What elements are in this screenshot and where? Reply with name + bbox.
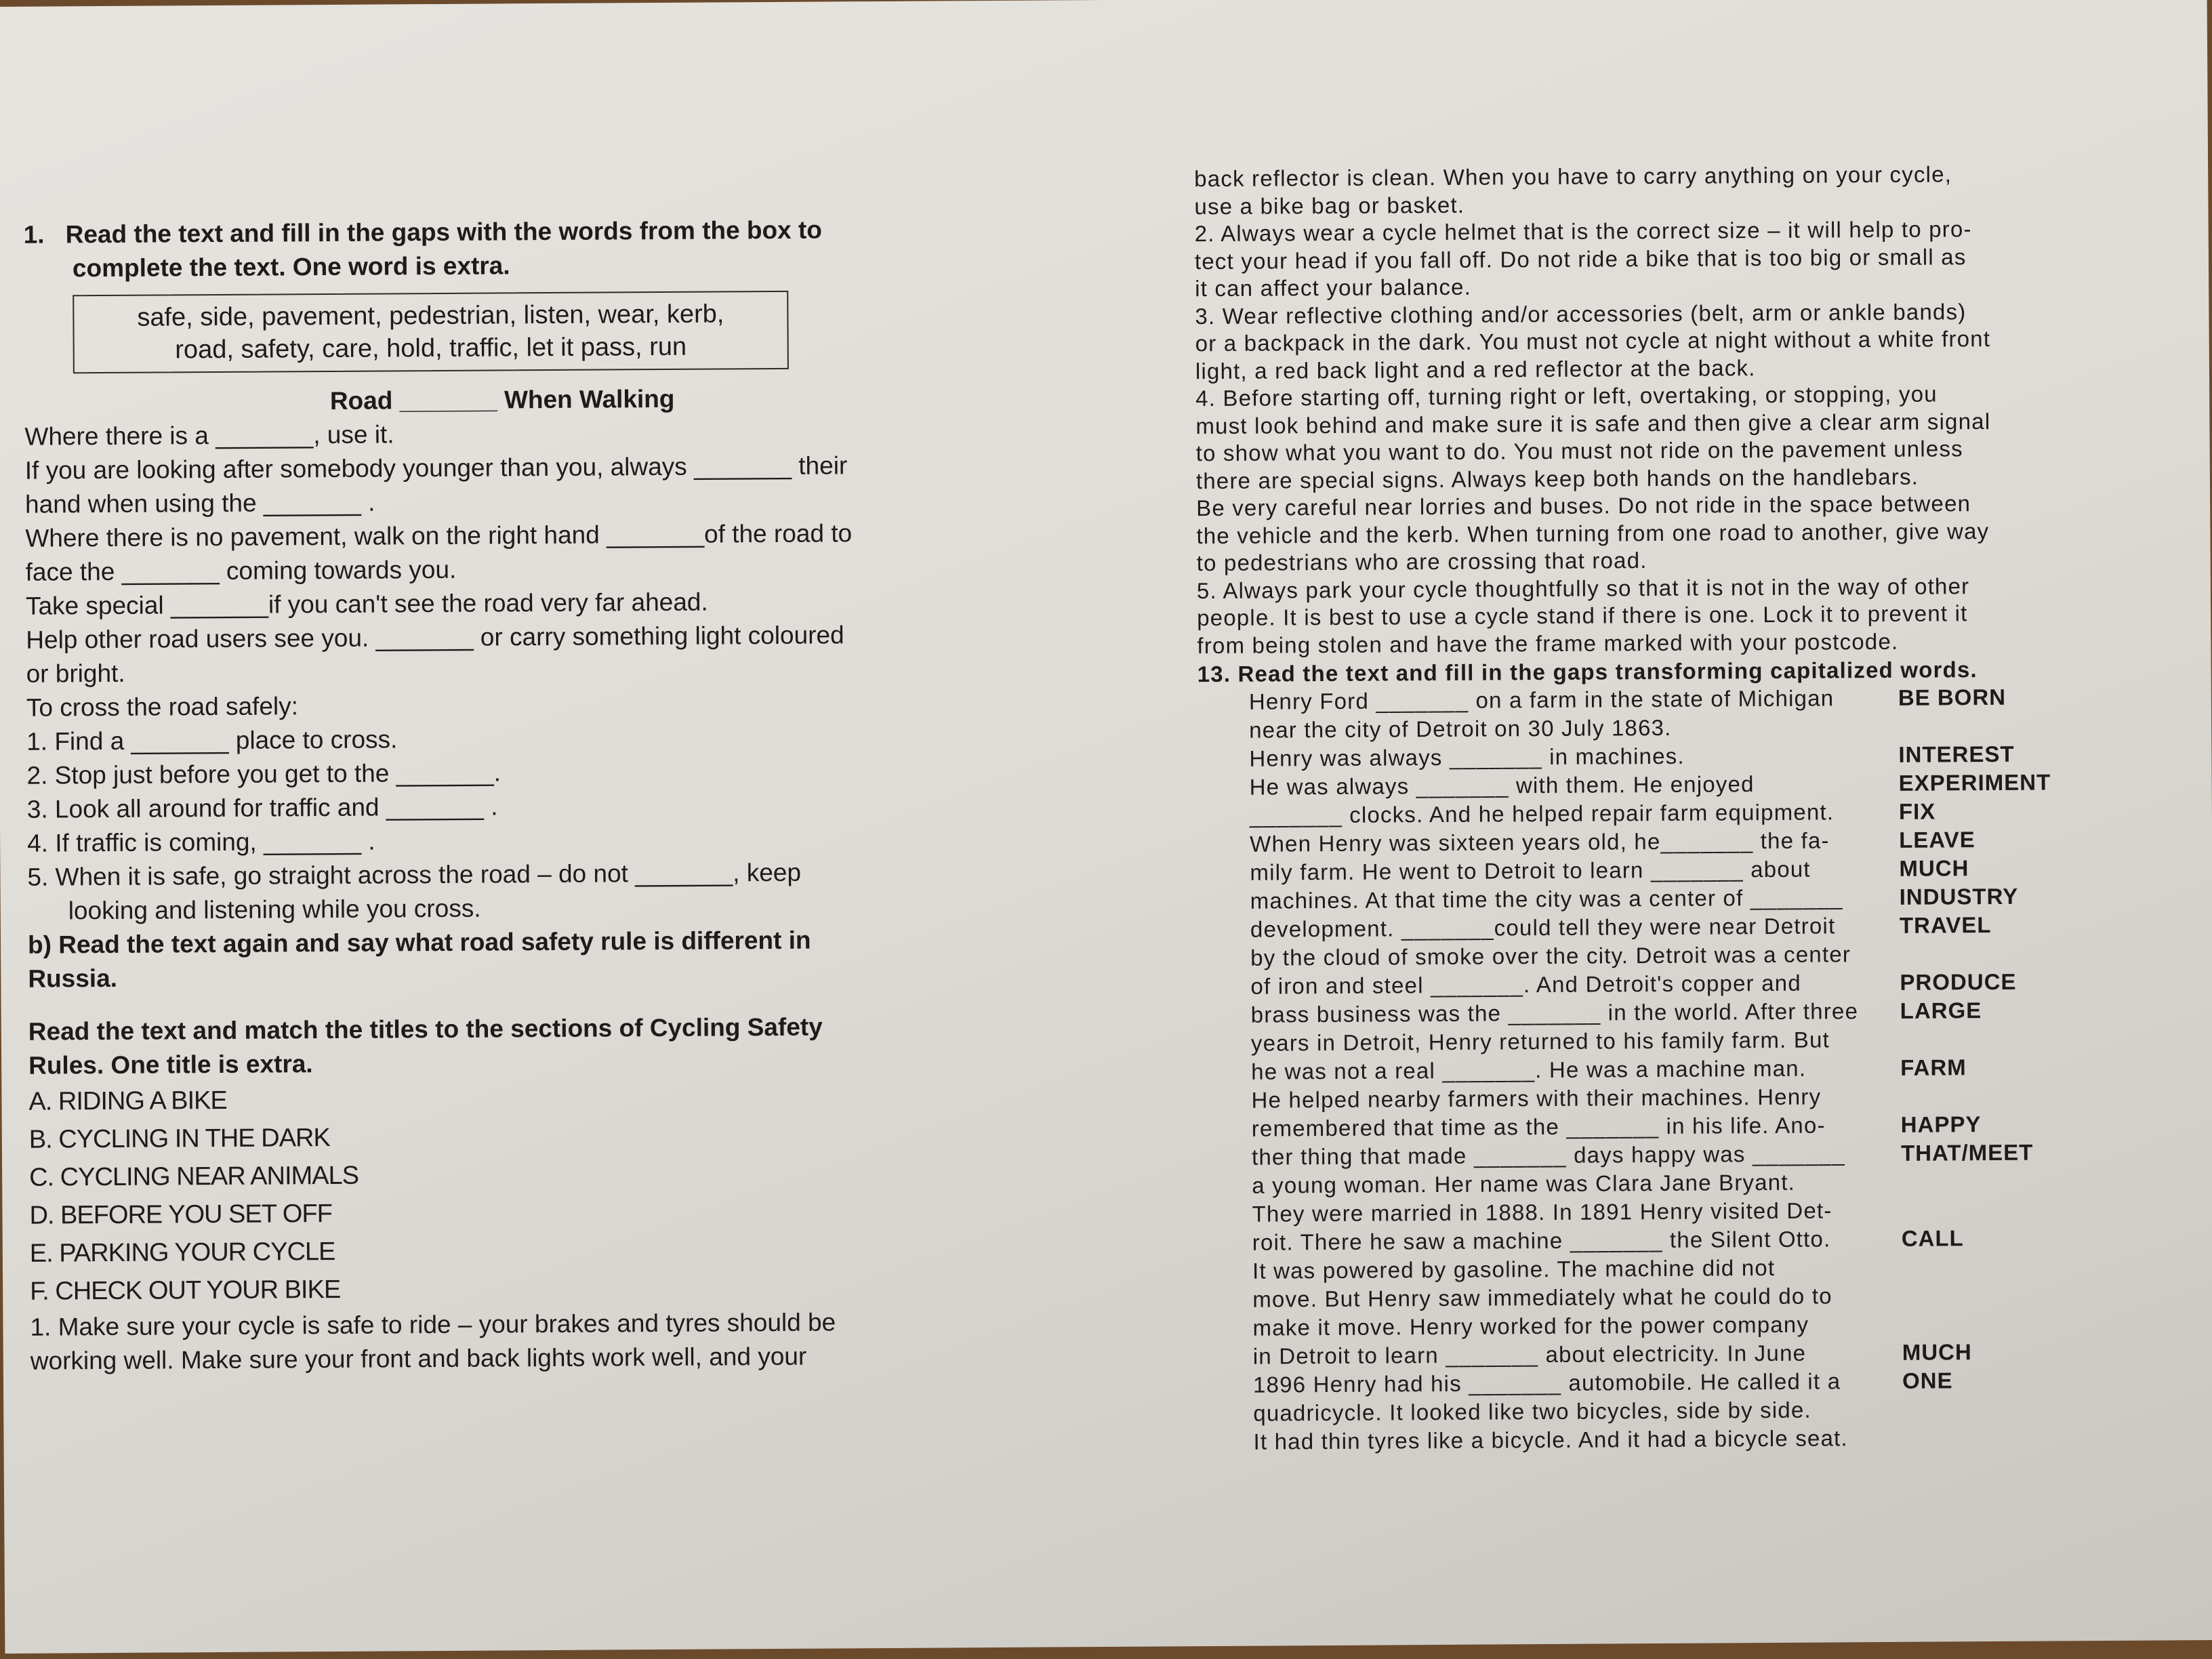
text-row: quadricycle. It looked like two bicycles, side by side. <box>1253 1397 1811 1426</box>
capitalized-word: MUCH <box>1899 855 1969 881</box>
text-row: When Henry was sixteen years old, he_______ the fa- LEAVE <box>1250 826 1975 857</box>
text-row: in Detroit to learn _______ about electricity. In June MUCH <box>1252 1338 1972 1369</box>
text-line: people. It is best to use a cycle stand if there is one. Lock it to prevent it <box>1197 600 1968 631</box>
text-row: make it move. Henry worked for the power company <box>1252 1311 1809 1340</box>
text-line: 4. Before starting off, turning right or left, overtaking, or stopping, you <box>1195 381 1938 411</box>
text-row: They were married in 1888. In 1891 Henry visited Det- <box>1252 1197 1832 1227</box>
capitalized-word: INDUSTRY <box>1899 883 2019 909</box>
titles-list <box>28 1077 965 1310</box>
capitalized-word: THAT/MEET <box>1900 1139 2034 1166</box>
text-row: It had thin tyres like a bicycle. And it had a bicycle seat. <box>1253 1425 1848 1454</box>
text-row: a young woman. Her name was Clara Jane Bryant. <box>1252 1169 1796 1198</box>
capitalized-word: FARM <box>1900 1054 1967 1080</box>
capitalized-word: HAPPY <box>1900 1111 1982 1137</box>
text-row: machines. At that time the city was a center of _______ INDUSTRY <box>1250 883 2019 914</box>
list-item: 5. When it is safe, go straight across the road – do not _______, keep <box>27 858 802 891</box>
task1-instruction: 1. Read the text and fill in the gaps with the words from the box to complete the text. One word is extra. <box>23 216 823 283</box>
list-item: 1. Find a _______ place to cross. <box>26 725 398 756</box>
capitalized-word: CALL <box>1901 1225 1964 1251</box>
capitalized-word: ONE <box>1902 1367 1953 1393</box>
capitalized-word: INTEREST <box>1898 741 2015 767</box>
title-option: C. CYCLING NEAR ANIMALS <box>29 1161 359 1192</box>
text-row: roit. There he saw a machine _______ the Silent Otto. CALL <box>1252 1225 1964 1255</box>
capitalized-word: TRAVEL <box>1899 912 1992 938</box>
text-row: brass business was the _______ in the world. After three LARGE <box>1250 997 1982 1027</box>
task13-instruction: 13. Read the text and fill in the gaps transforming capitalized words. <box>1197 657 1978 687</box>
walking-text <box>24 414 963 928</box>
text-line: use a bike bag or basket. <box>1194 192 1465 219</box>
text-row: by the cloud of smoke over the city. Detroit was a center <box>1250 941 1851 970</box>
text-line: light, a red back light and a red reflector at the back. <box>1195 354 1756 384</box>
text-row: near the city of Detroit on 30 July 1863. <box>1249 714 1672 743</box>
text-line: or a backpack in the dark. You must not cycle at night without a white front <box>1195 326 1991 356</box>
text-line: back reflector is clean. When you have to carry anything on your cycle, <box>1194 161 1952 192</box>
text-line: Take special _______if you can't see the road very far ahead. <box>25 588 708 620</box>
text-row: he was not a real _______. He was a machine man. FARM <box>1251 1054 1967 1084</box>
text-line: from being stolen and have the frame marked with your postcode. <box>1197 628 1899 658</box>
text-row: years in Detroit, Henry returned to his family farm. But <box>1250 1026 1830 1056</box>
cycling-rules-text <box>1194 160 2132 659</box>
task-b-instruction: b) Read the text again and say what road safety rule is different in Russia. <box>27 926 811 993</box>
text-line: it can affect your balance. <box>1195 274 1472 302</box>
text-line: Be very careful near lorries and buses. Do not ride in the space between <box>1196 491 1971 521</box>
text-line: the vehicle and the kerb. When turning from one road to another, give way <box>1196 518 1990 548</box>
capitalized-word: PRODUCE <box>1900 968 2017 995</box>
text-line: 5. Always park your cycle thoughtfully so that it is not in the way of other <box>1196 573 1970 603</box>
text-row: _______ clocks. And he helped repair farm equipment. FIX <box>1249 798 1936 828</box>
list-item: 3. Look all around for traffic and _______ . <box>26 792 498 823</box>
capitalized-word: LARGE <box>1900 997 1982 1023</box>
text-line: or bright. <box>26 659 125 688</box>
title-option: F. CHECK OUT YOUR BIKE <box>30 1275 341 1306</box>
text-line: Where there is no pavement, walk on the right hand _______of the road to <box>25 519 853 552</box>
text-title: Road _______ When Walking <box>329 384 675 415</box>
left-column <box>24 212 966 1378</box>
text-row: development. _______could tell they were near Detroit TRAVEL <box>1250 912 1992 942</box>
text-line: hand when using the _______ . <box>24 488 375 518</box>
text-line: tect your head if you fall off. Do not ride a bike that is too big or small as <box>1194 243 1967 274</box>
text-line: to pedestrians who are crossing that road. <box>1196 548 1647 576</box>
text-row: 1896 Henry had his _______ automobile. He called it a ONE <box>1252 1367 1953 1397</box>
text-row: of iron and steel _______. And Detroit's copper and PRODUCE <box>1250 968 2017 999</box>
capitalized-word: EXPERIMENT <box>1898 769 2051 796</box>
text-row: ther thing that made _______ days happy was _______ THAT/MEET <box>1251 1139 2034 1170</box>
capitalized-word: MUCH <box>1902 1338 1972 1365</box>
right-column <box>1194 160 2137 1457</box>
text-line: Where there is a _______, use it. <box>24 420 394 451</box>
text-line: If you are looking after somebody younger than you, always _______ their <box>24 451 848 485</box>
list-item: 2. Stop just before you get to the _______. <box>26 758 501 790</box>
title-option: E. PARKING YOUR CYCLE <box>29 1237 335 1268</box>
text-row: remembered that time as the _______ in his life. Ano- HAPPY <box>1251 1111 1982 1141</box>
capitalized-word: LEAVE <box>1899 826 1975 853</box>
title-option: D. BEFORE YOU SET OFF <box>29 1199 332 1230</box>
text-row: mily farm. He went to Detroit to learn _______ about MUCH <box>1250 855 1969 885</box>
title-option: A. RIDING A BIKE <box>28 1086 227 1116</box>
text-row: It was powered by gasoline. The machine did not <box>1252 1254 1776 1284</box>
text-row: Henry Ford _______ on a farm in the state of Michigan BE BORN <box>1248 684 2007 714</box>
list-item: looking and listening while you cross. <box>68 894 481 925</box>
henry-ford-text <box>1197 682 2137 1456</box>
text-line: 3. Wear reflective clothing and/or accessories (belt, arm or ankle bands) <box>1195 298 1967 329</box>
text-line: Help other road users see you. _______ or carry something light coloured <box>26 621 844 654</box>
section-1: 1. Make sure your cycle is safe to ride – your brakes and tyres should be working well. Make sure your front and back lights work well, and your <box>30 1308 836 1375</box>
text-row: He was always _______ with them. He enjoyed EXPERIMENT <box>1249 769 2051 800</box>
text-row: Henry was always _______ in machines. INTEREST <box>1249 741 2015 771</box>
text-line: to show what you want to do. You must not ride on the pavement unless <box>1195 436 1963 466</box>
text-row: He helped nearby farmers with their machines. Henry <box>1251 1084 1822 1113</box>
task1-number: 1. <box>23 220 45 249</box>
text-row: move. But Henry saw immediately what he could do to <box>1252 1282 1832 1312</box>
title-option: B. CYCLING IN THE DARK <box>28 1124 330 1154</box>
text-line: there are special signs. Always keep both hands on the handlebars. <box>1195 464 1919 493</box>
word-box: safe, side, pavement, pedestrian, listen, wear, kerb, road, safety, care, hold, traffic, let it pass, run <box>73 291 789 373</box>
task2-instruction: Read the text and match the titles to the sections of Cycling Safety Rules. One title is extra. <box>28 1012 823 1080</box>
list-item: 4. If traffic is coming, _______ . <box>27 827 375 857</box>
text-line: To cross the road safely: <box>26 692 299 722</box>
text-line: face the _______ coming towards you. <box>25 555 457 586</box>
text-line: 2. Always wear a cycle helmet that is the correct size – it will help to pro- <box>1194 216 1972 247</box>
text-line: must look behind and make sure it is safe and then give a clear arm signal <box>1195 408 1991 438</box>
capitalized-word: BE BORN <box>1898 684 2007 710</box>
capitalized-word: FIX <box>1898 798 1936 824</box>
